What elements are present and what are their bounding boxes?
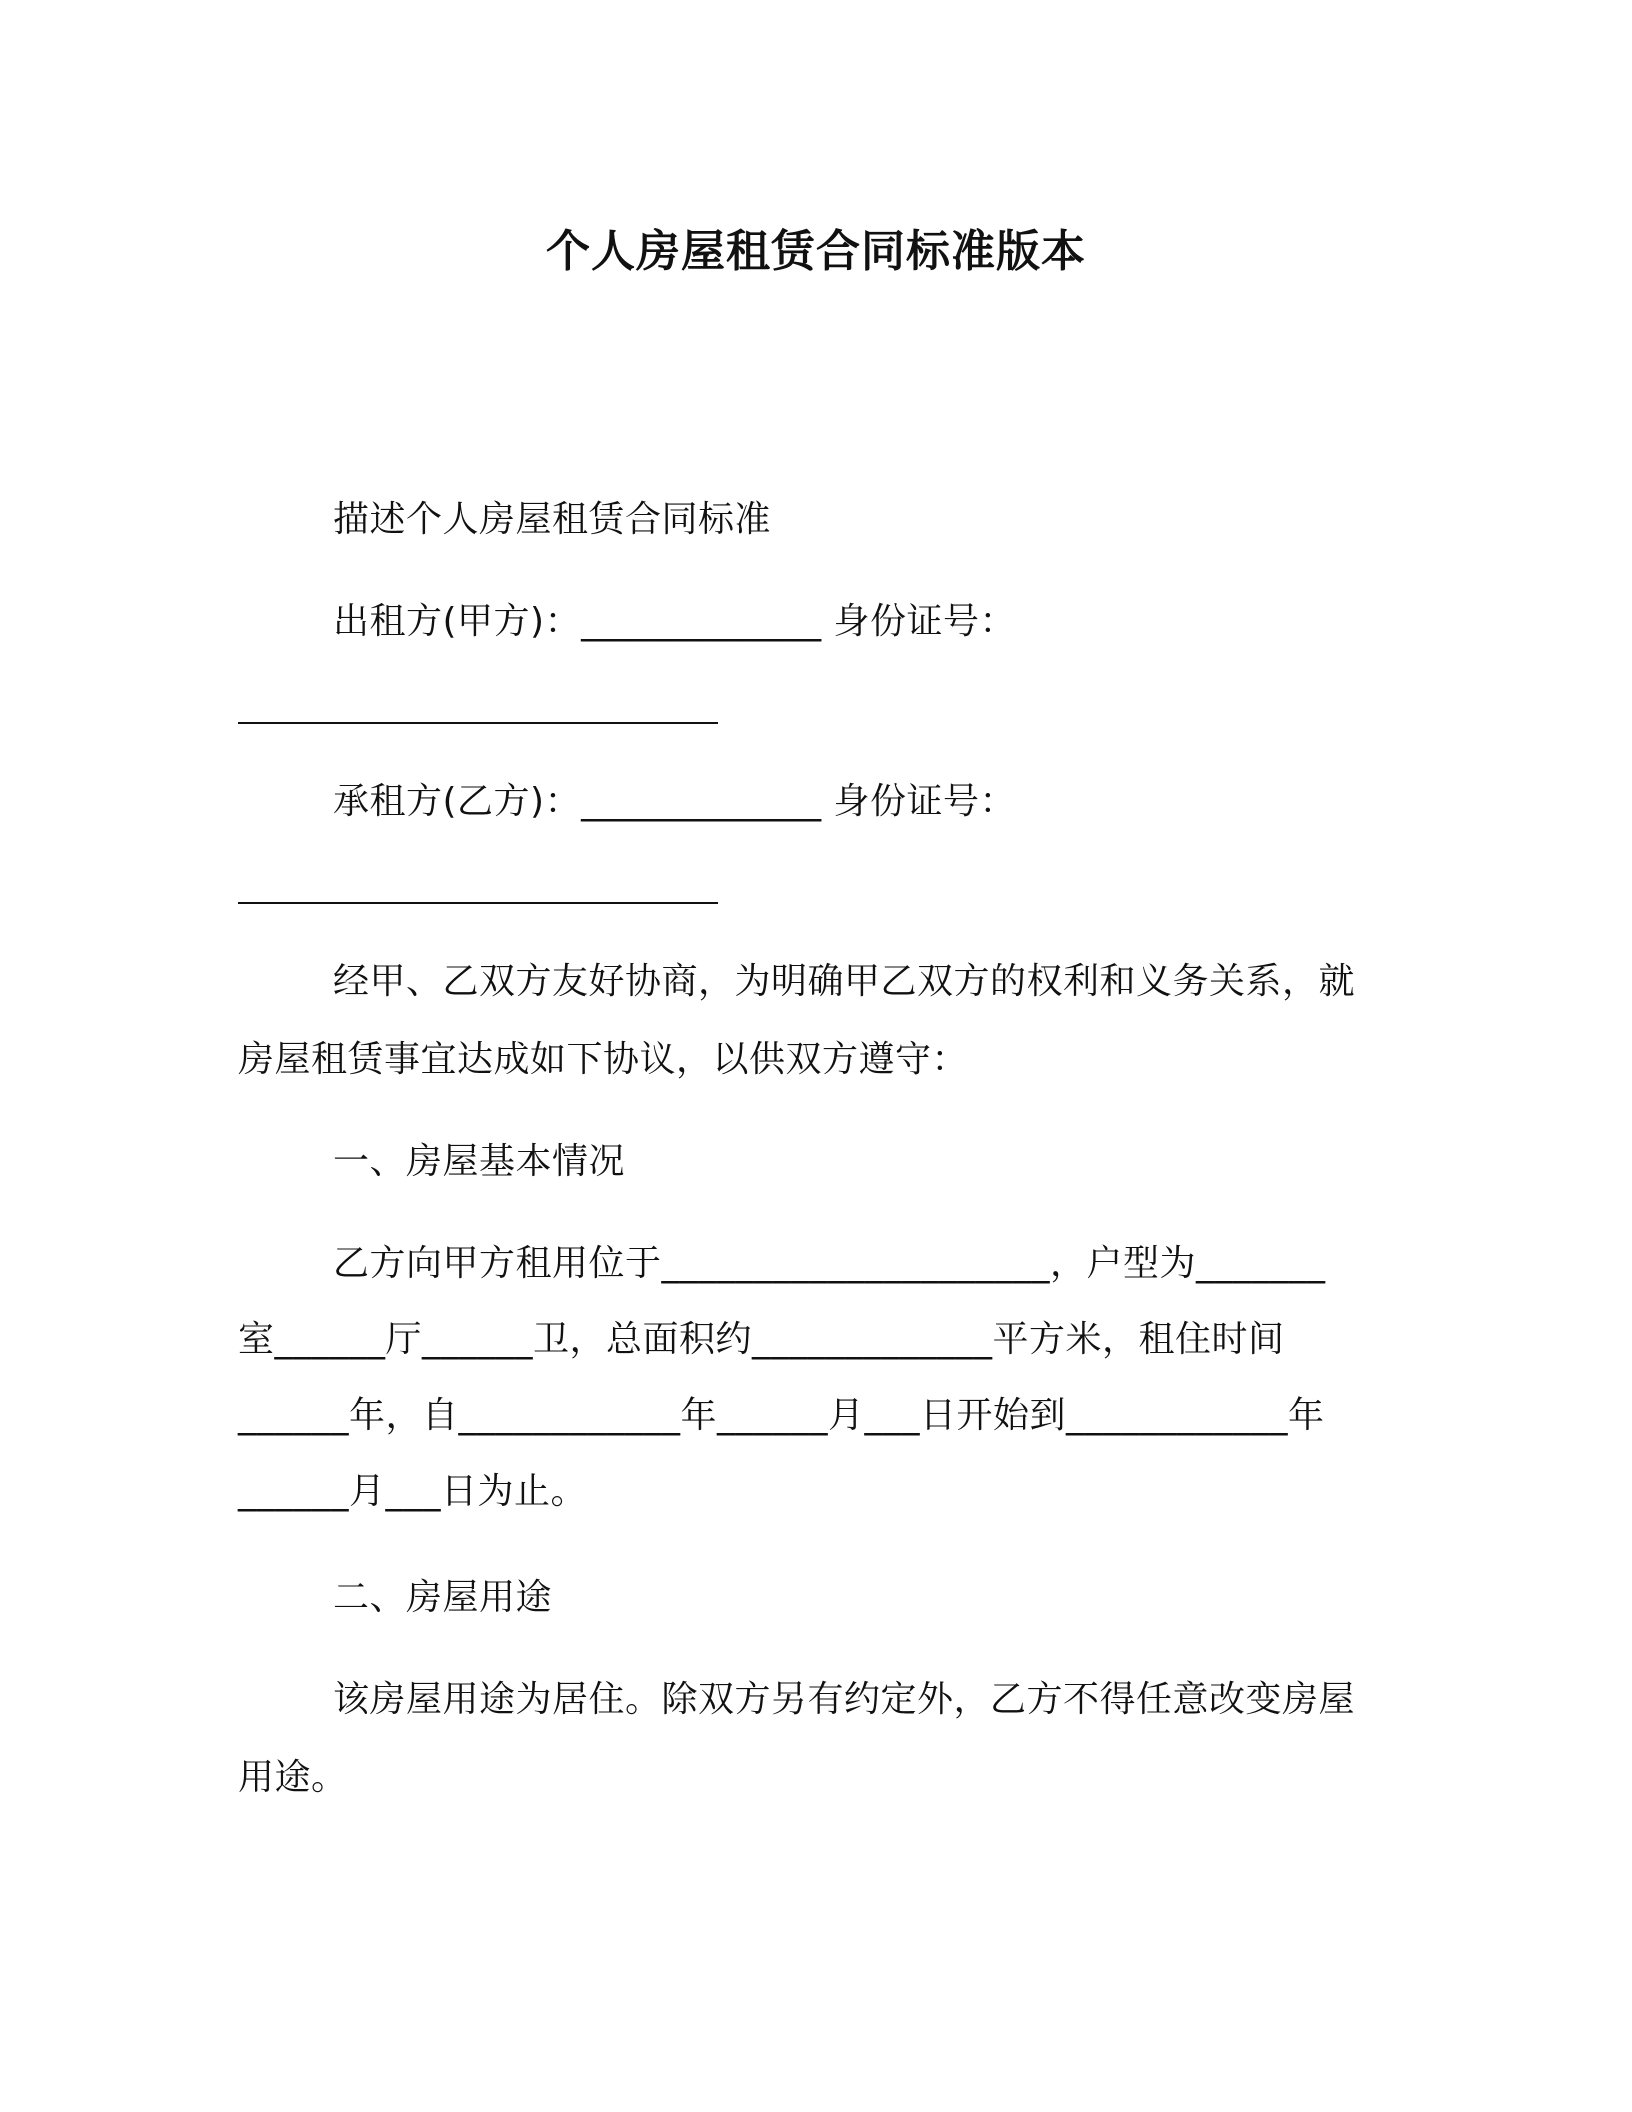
section-1-line-1: 乙方向甲方租用位于_____________________，户型为_______	[333, 1243, 1326, 1284]
lessee-line: 承租方(乙方)：_____________ 身份证号：	[333, 781, 1017, 822]
agreement-line-1: 经甲、乙双方友好协商，为明确甲乙双方的权利和义务关系，就	[333, 961, 1356, 1002]
section-2-heading: 二、房屋用途	[333, 1577, 553, 1618]
lessee-id-blank	[238, 902, 718, 904]
section-1-line-3: ______年，自____________年______月___日开始到____________年	[238, 1395, 1325, 1436]
agreement-line-2: 房屋租赁事宜达成如下协议，以供双方遵守：	[238, 1039, 969, 1080]
section-1-line-2: 室______厅______卫，总面积约_____________平方米，租住时间	[238, 1319, 1285, 1360]
section-2-line-1: 该房屋用途为居住。除双方另有约定外，乙方不得任意改变房屋	[333, 1679, 1356, 1720]
intro-line: 描述个人房屋租赁合同标准	[333, 499, 772, 540]
document-title: 个人房屋租赁合同标准版本	[546, 226, 1086, 277]
lessor-line: 出租方(甲方)：_____________ 身份证号：	[333, 601, 1017, 642]
section-2-line-2: 用途。	[238, 1757, 348, 1798]
lessor-id-blank	[238, 722, 718, 724]
section-1-line-4: ______月___日为止。	[238, 1471, 588, 1512]
section-1-heading: 一、房屋基本情况	[333, 1141, 626, 1182]
